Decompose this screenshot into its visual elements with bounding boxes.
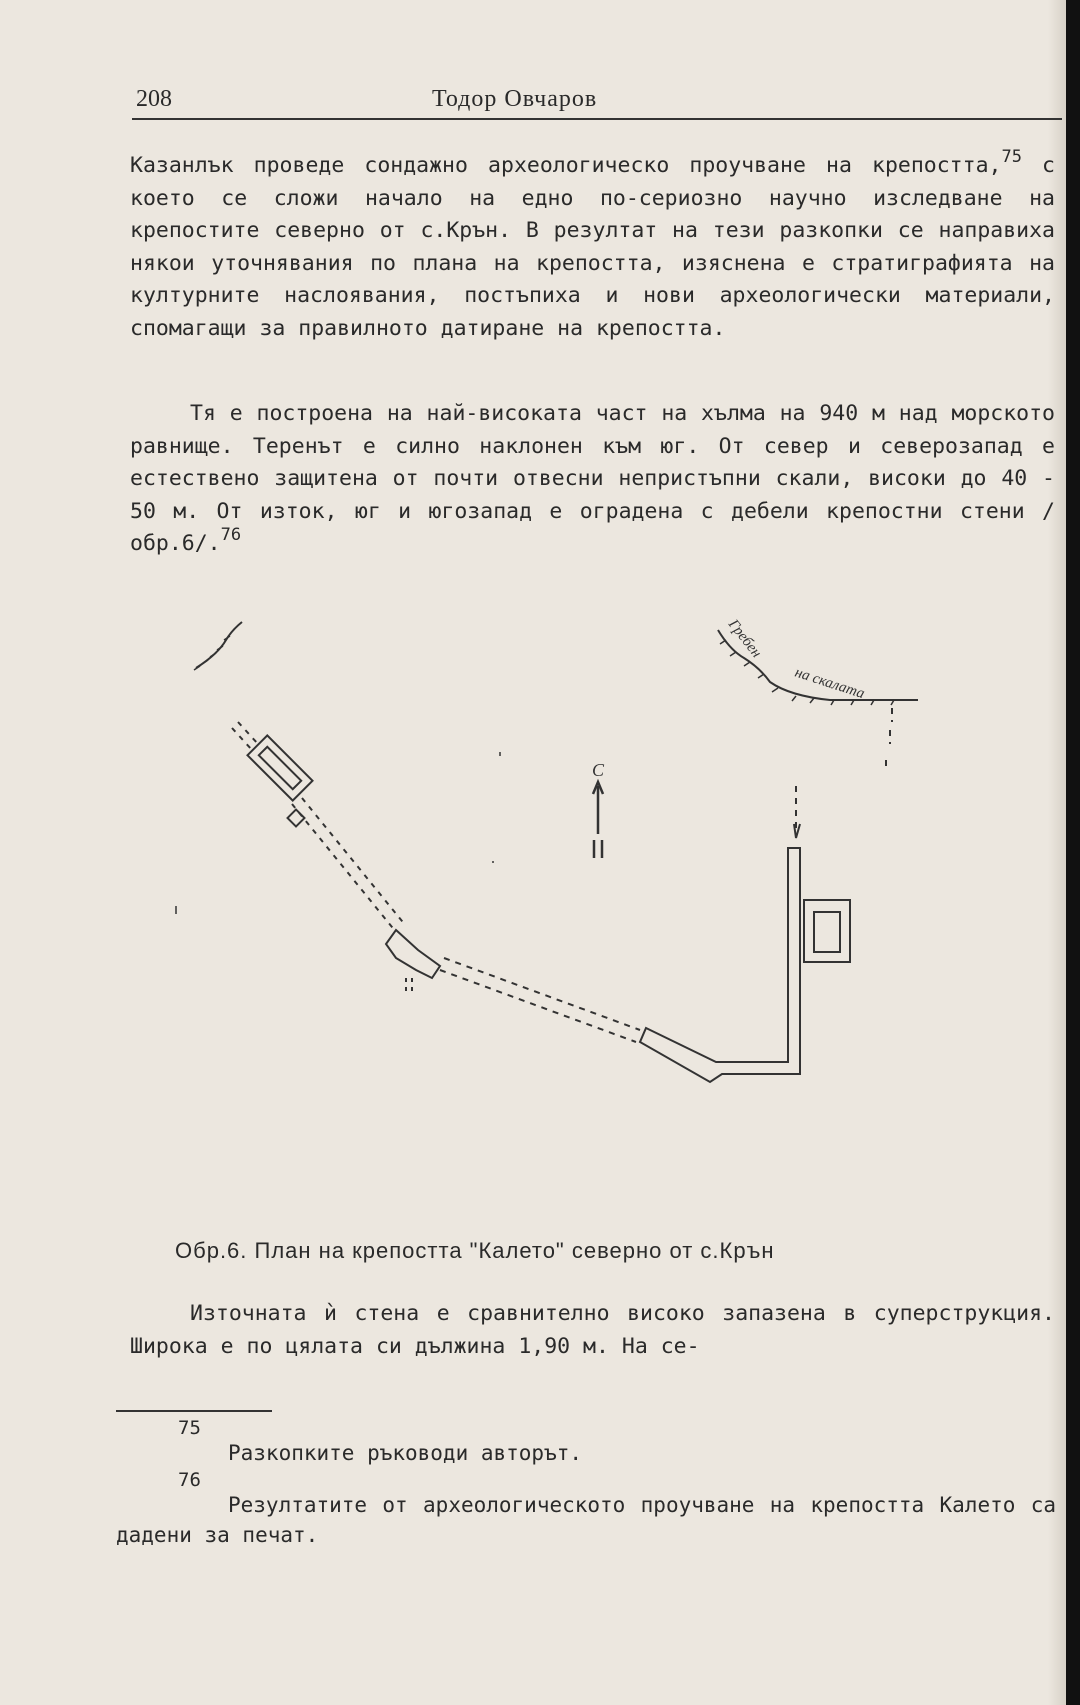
running-head: Тодор Овчаров	[432, 86, 598, 112]
tower-northwest-inner	[259, 747, 301, 789]
west-bastion	[386, 930, 440, 978]
footnote-76	[116, 1470, 1056, 1550]
wall-south-east	[640, 848, 800, 1082]
footnote-number: 75	[178, 1417, 201, 1439]
paragraph-2-text: Тя е построена на най-високата част на хълма на 940 м над морското равнище. Теренът е силно наклонен към юг. От север и северозапад е естествено защитена от почти отвесни непристъпни скали, високи до 40 - 50 м. От изток, юг и югозапад е оградена с дебели крепостни стени /обр.6/.	[130, 401, 1055, 556]
paragraph-1-text-b: с което се сложи начало на едно по-сериозно научно изследване на крепостите северно от с.Крън. В резултат на тези разкопки се направиха някои уточнявания по плана на крепостта, изяснена е стратиграфията на културните наслоявания, постъпиха и нови археологически материали, спомагащи за правилното датиране на крепостта.	[130, 153, 1055, 341]
small-diamond-marker	[288, 810, 305, 827]
paragraph-3	[130, 1298, 1055, 1363]
west-bastion-dashed	[406, 978, 412, 996]
north-arrow-base	[594, 840, 602, 858]
fortress-plan-figure	[170, 610, 950, 1190]
figure-caption: Обр.6. План на крепостта "Калето" северно от с.Крън	[175, 1238, 775, 1263]
north-arrow-label: С	[592, 760, 605, 780]
footnote-75	[116, 1418, 1056, 1468]
cliff-edge-northwest	[196, 622, 242, 668]
paragraph-2	[130, 398, 1055, 561]
footnote-number: 76	[178, 1469, 201, 1491]
footnote-divider	[116, 1410, 272, 1412]
footnote-text: Резултатите от археологическото проучване на крепостта Калето са дадени за печат.	[116, 1493, 1056, 1547]
footnote-text: Разкопките ръководи авторът.	[228, 1441, 583, 1465]
paragraph-1	[130, 147, 1055, 345]
page-number: 208	[136, 86, 172, 112]
binding-edge	[1066, 0, 1080, 1705]
ridge-label-2: на скалата	[792, 664, 867, 703]
tower-northwest-outer	[247, 735, 312, 800]
footnote-ref-76[interactable]: 76	[220, 525, 242, 545]
wall-dashed-south	[440, 958, 640, 1042]
scan-speck	[176, 752, 500, 914]
paragraph-3-text: Източната ѝ стена е сравнително високо запазена в суперструкция. Широка е по цялата си дължина 1,90 м. На се-	[130, 1301, 1055, 1359]
wall-dashed-northwest	[232, 722, 258, 750]
tower-east-inner	[814, 912, 840, 952]
ridge-label-1: Гребен	[724, 616, 765, 661]
wall-dashed-west-1	[292, 798, 406, 932]
paragraph-1-text-a: Казанлък проведе сондажно археологическо проучване на крепостта,	[130, 153, 1002, 178]
page-header	[132, 80, 1062, 120]
footnote-ref-75[interactable]: 75	[1001, 147, 1022, 167]
ridge-dashed-continuation	[886, 708, 892, 770]
